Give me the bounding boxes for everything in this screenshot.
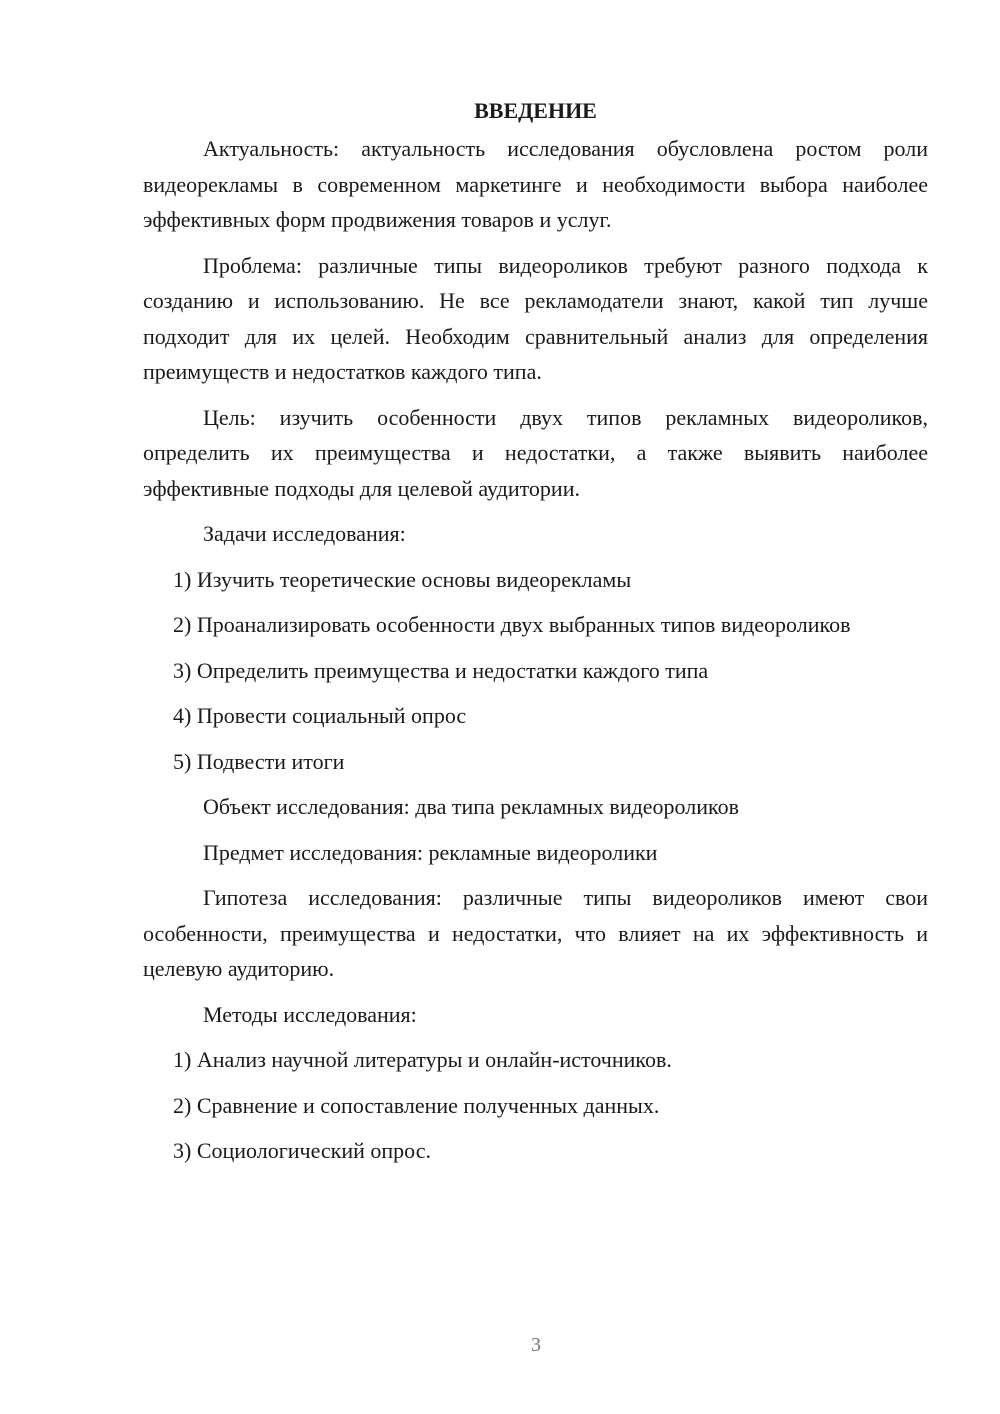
method-item-3: 3) Социологический опрос.: [173, 1138, 431, 1163]
methods-title: Методы исследования:: [203, 1001, 417, 1027]
method-item-1: 1) Анализ научной литературы и онлайн-источников.: [173, 1047, 672, 1072]
problem-paragraph: Проблема: различные типы видеороликов требуют разного подхода к созданию и использованию. Не все рекламодатели знают, какой тип лучше подходит для их целей. Необходим сравнительный анализ для определения преимуществ и недостатков каждого типа.: [143, 252, 928, 384]
page-number: 3: [531, 1334, 541, 1356]
section-heading: ВВЕДЕНИЕ: [474, 98, 597, 123]
task-item-3: 3) Определить преимущества и недостатки каждого типа: [173, 657, 709, 683]
hypothesis-paragraph: Гипотеза исследования: различные типы видеороликов имеют свои особенности, преимущества и недостатки, что влияет на их эффективность и целевую аудиторию.: [143, 885, 928, 981]
task-item-4: 4) Провести социальный опрос: [173, 703, 467, 728]
task-item-1: 1) Изучить теоретические основы видеорекламы: [173, 566, 632, 592]
page-content: [143, 93, 928, 1179]
relevance-paragraph: Актуальность: актуальность исследования обусловлена ростом роли видеорекламы в современном маркетинге и необходимости выбора наиболее эффективных форм продвижения товаров и услуг.: [143, 136, 928, 232]
tasks-title: Задачи исследования:: [203, 521, 406, 546]
task-item-5: 5) Подвести итоги: [173, 748, 345, 774]
goal-paragraph: Цель: изучить особенности двух типов рекламных видеороликов, определить их преимущества и недостатки, а также выявить наиболее эффективные подходы для целевой аудитории.: [143, 404, 928, 501]
object-line: Объект исследования: два типа рекламных видеороликов: [203, 794, 739, 819]
task-item-2: 2) Проанализировать особенности двух выбранных типов видеороликов: [173, 612, 851, 637]
method-item-2: 2) Сравнение и сопоставление полученных данных.: [173, 1092, 660, 1118]
subject-line: Предмет исследования: рекламные видеоролики: [203, 839, 658, 865]
